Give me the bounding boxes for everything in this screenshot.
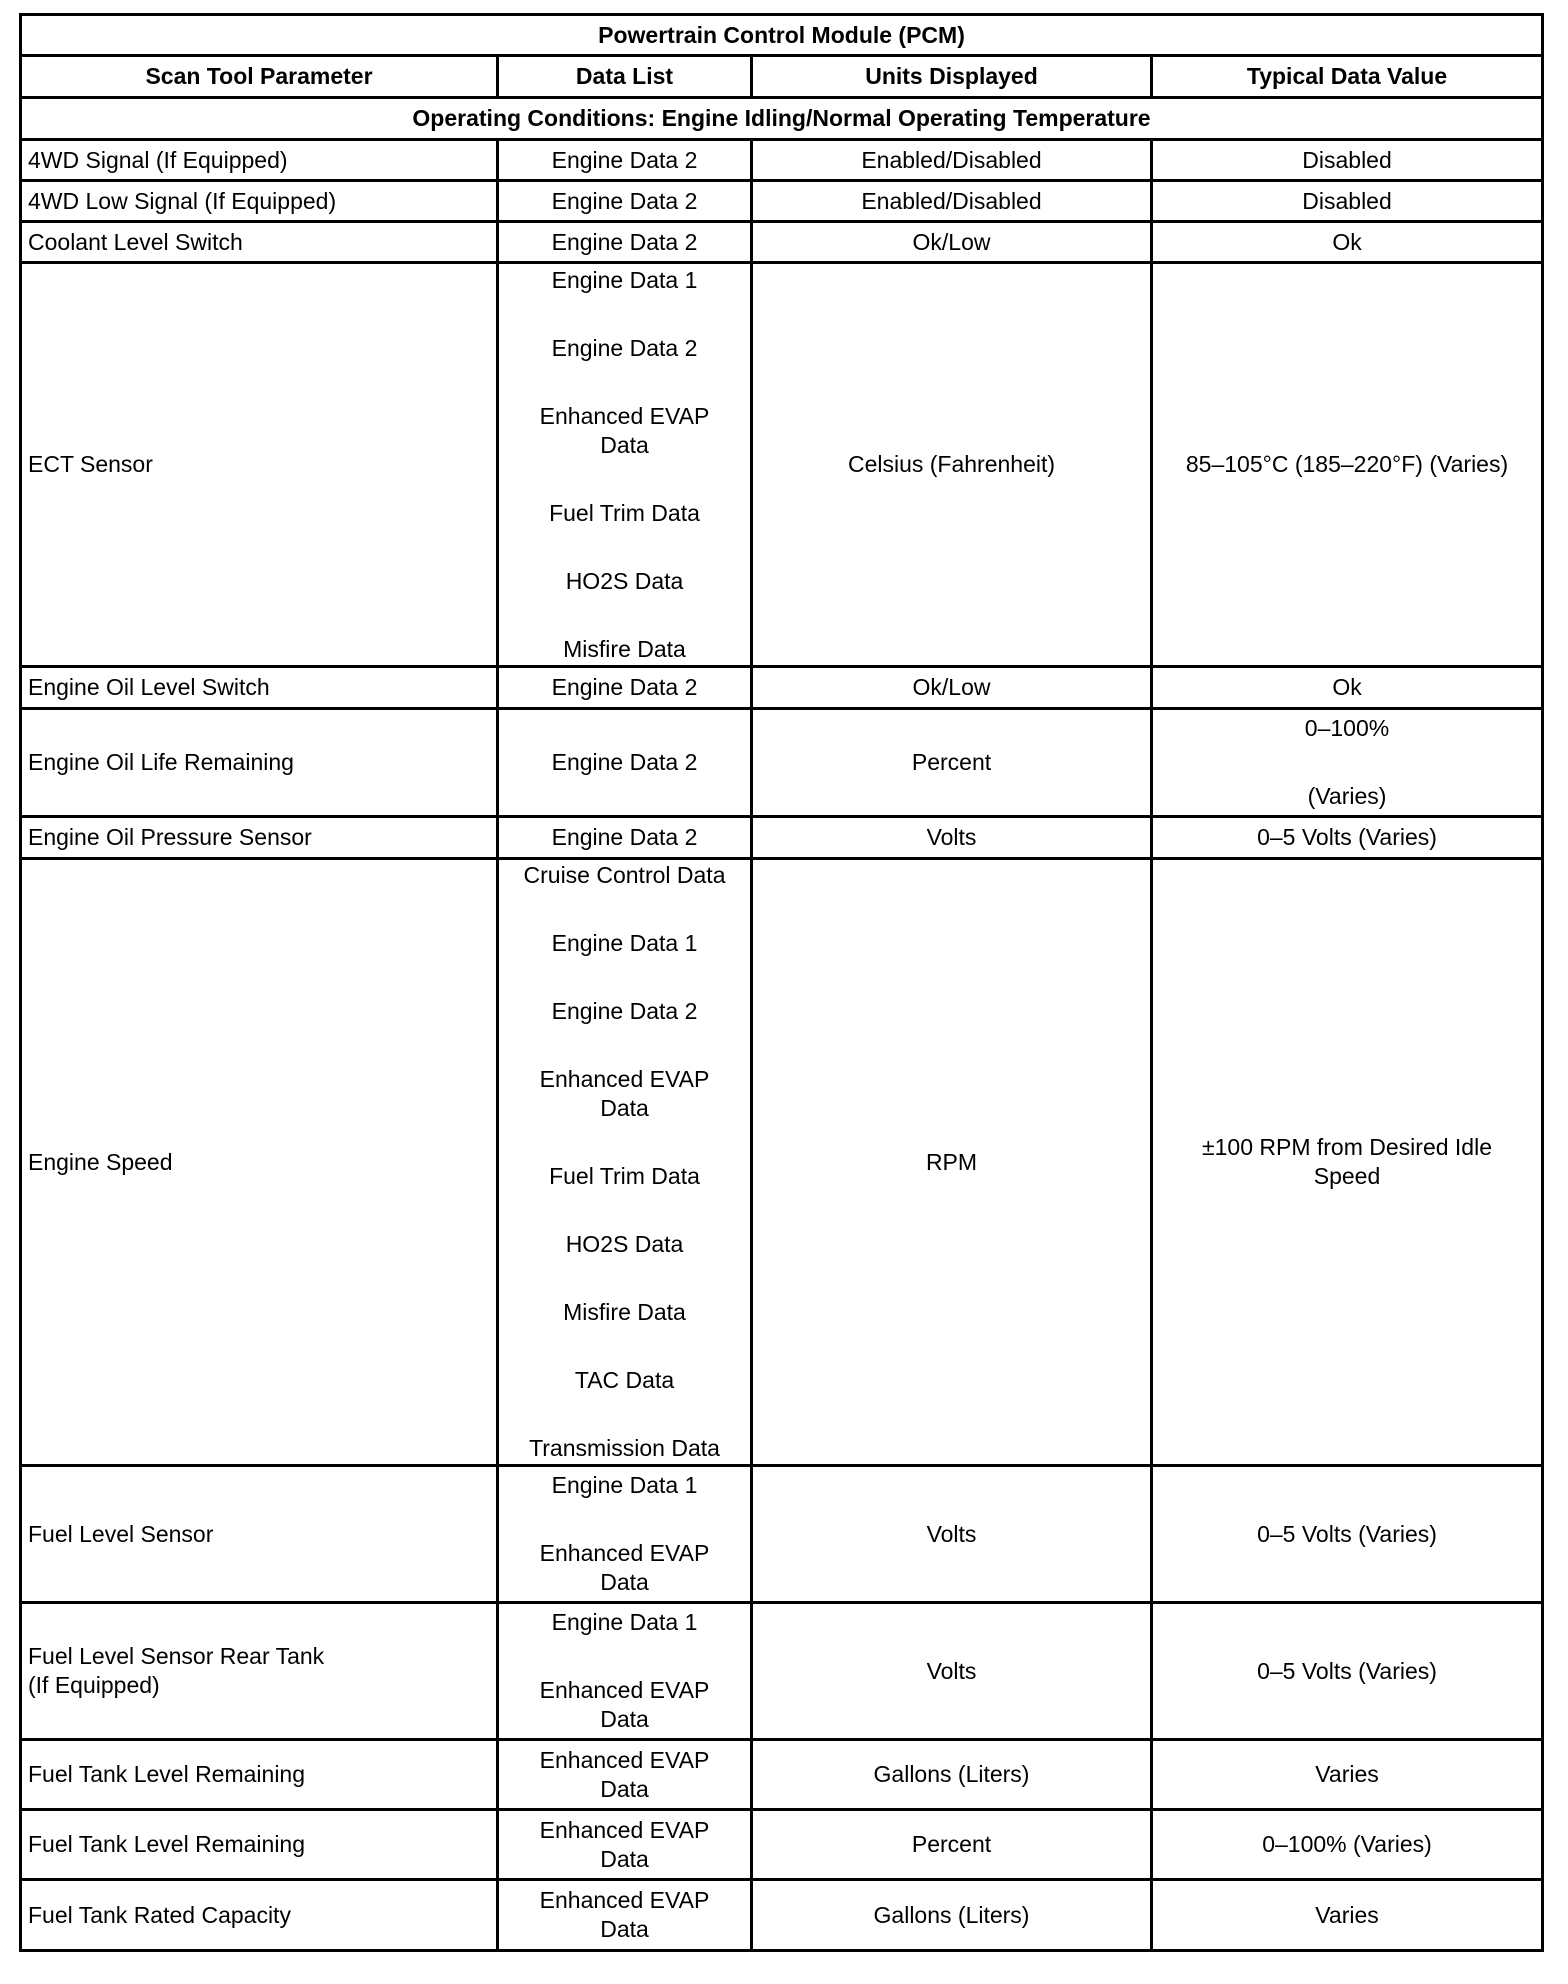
data-list-cell bbox=[498, 1466, 752, 1603]
value-cell: 0–5 Volts (Varies) bbox=[1152, 1466, 1543, 1603]
units-cell: Volts bbox=[752, 817, 1152, 859]
data-list-item: Enhanced EVAP Data bbox=[539, 1677, 710, 1732]
data-list-cell bbox=[498, 263, 752, 667]
data-list-item: Fuel Trim Data bbox=[549, 499, 700, 526]
table-row bbox=[21, 1810, 1543, 1880]
table-row bbox=[21, 859, 1543, 1466]
data-list-item: Misfire Data bbox=[563, 635, 686, 662]
data-list-item: Misfire Data bbox=[563, 1299, 686, 1325]
units-cell: Ok/Low bbox=[752, 667, 1152, 709]
units-cell: Percent bbox=[752, 1810, 1152, 1880]
table-row bbox=[21, 222, 1543, 263]
value-cell: Disabled bbox=[1152, 140, 1543, 181]
data-list-cell: Engine Data 2 bbox=[498, 181, 752, 222]
param-cell: Engine Oil Life Remaining bbox=[21, 709, 498, 817]
header-typical-data-value: Typical Data Value bbox=[1152, 56, 1543, 98]
data-list-item: Engine Data 2 bbox=[551, 334, 698, 361]
header-data-list: Data List bbox=[498, 56, 752, 98]
param-cell: Fuel Level Sensor Rear Tank (If Equipped) bbox=[21, 1603, 498, 1740]
data-list-cell bbox=[498, 1603, 752, 1740]
table-row bbox=[21, 1740, 1543, 1810]
value-cell: ±100 RPM from Desired Idle Speed bbox=[1152, 859, 1543, 1466]
param-cell: Fuel Tank Rated Capacity bbox=[21, 1880, 498, 1951]
data-list-cell: Engine Data 2 bbox=[498, 222, 752, 263]
table-row bbox=[21, 263, 1543, 667]
data-list-item: Transmission Data bbox=[529, 1435, 720, 1461]
header-units-displayed: Units Displayed bbox=[752, 56, 1152, 98]
data-list-cell: Engine Data 2 bbox=[498, 709, 752, 817]
param-cell: 4WD Signal (If Equipped) bbox=[21, 140, 498, 181]
data-list-cell: Engine Data 2 bbox=[498, 817, 752, 859]
units-cell: Enabled/Disabled bbox=[752, 140, 1152, 181]
data-list-cell bbox=[498, 859, 752, 1466]
param-cell: Fuel Tank Level Remaining bbox=[21, 1740, 498, 1810]
units-cell: Celsius (Fahrenheit) bbox=[752, 263, 1152, 667]
data-list-cell: Enhanced EVAP Data bbox=[498, 1880, 752, 1951]
value-cell bbox=[1152, 709, 1543, 817]
param-cell: Engine Oil Pressure Sensor bbox=[21, 817, 498, 859]
data-list-item: Engine Data 1 bbox=[551, 1472, 698, 1498]
data-list-item: Fuel Trim Data bbox=[549, 1163, 700, 1189]
table-row bbox=[21, 709, 1543, 817]
value-cell: 0–5 Volts (Varies) bbox=[1152, 817, 1543, 859]
data-list-item: Engine Data 1 bbox=[551, 266, 698, 293]
data-list-item: TAC Data bbox=[574, 1367, 675, 1393]
data-list-cell: Enhanced EVAP Data bbox=[498, 1740, 752, 1810]
value-cell: 0–100% (Varies) bbox=[1152, 1810, 1543, 1880]
param-cell: Engine Oil Level Switch bbox=[21, 667, 498, 709]
value-cell: Varies bbox=[1152, 1740, 1543, 1810]
param-cell: Fuel Level Sensor bbox=[21, 1466, 498, 1603]
table-row bbox=[21, 817, 1543, 859]
param-cell: Coolant Level Switch bbox=[21, 222, 498, 263]
value-cell: Ok bbox=[1152, 222, 1543, 263]
value-cell: 85–105°C (185–220°F) (Varies) bbox=[1152, 263, 1543, 667]
units-cell: Enabled/Disabled bbox=[752, 181, 1152, 222]
table-row bbox=[21, 1603, 1543, 1740]
data-list-item: Enhanced EVAP Data bbox=[539, 402, 710, 458]
table-row bbox=[21, 181, 1543, 222]
units-cell: Gallons (Liters) bbox=[752, 1740, 1152, 1810]
table-row bbox=[21, 1880, 1543, 1951]
data-list-item: Engine Data 1 bbox=[551, 930, 698, 956]
section-heading: Operating Conditions: Engine Idling/Normal Operating Temperature bbox=[21, 98, 1543, 140]
param-cell: Fuel Tank Level Remaining bbox=[21, 1810, 498, 1880]
table-row bbox=[21, 1466, 1543, 1603]
data-list-item: Enhanced EVAP Data bbox=[539, 1540, 710, 1595]
data-list-cell: Engine Data 2 bbox=[498, 140, 752, 181]
data-list-item: Enhanced EVAP Data bbox=[539, 1066, 710, 1121]
units-cell: RPM bbox=[752, 859, 1152, 1466]
param-cell: ECT Sensor bbox=[21, 263, 498, 667]
units-cell: Volts bbox=[752, 1603, 1152, 1740]
table-row bbox=[21, 667, 1543, 709]
data-list-item: HO2S Data bbox=[565, 567, 684, 594]
value-line: 0–100% bbox=[1304, 715, 1390, 741]
data-list-item: Cruise Control Data bbox=[523, 862, 726, 888]
param-cell: 4WD Low Signal (If Equipped) bbox=[21, 181, 498, 222]
table-row bbox=[21, 140, 1543, 181]
data-list-item: HO2S Data bbox=[565, 1231, 684, 1257]
table-title: Powertrain Control Module (PCM) bbox=[21, 15, 1543, 56]
header-scan-tool-parameter: Scan Tool Parameter bbox=[21, 56, 498, 98]
value-cell: Varies bbox=[1152, 1880, 1543, 1951]
units-cell: Volts bbox=[752, 1466, 1152, 1603]
data-list-item: Engine Data 2 bbox=[551, 998, 698, 1024]
value-line: (Varies) bbox=[1307, 783, 1387, 809]
param-cell: Engine Speed bbox=[21, 859, 498, 1466]
value-cell: Disabled bbox=[1152, 181, 1543, 222]
data-list-cell: Engine Data 2 bbox=[498, 667, 752, 709]
units-cell: Gallons (Liters) bbox=[752, 1880, 1152, 1951]
value-cell: Ok bbox=[1152, 667, 1543, 709]
data-list-item: Engine Data 1 bbox=[551, 1609, 698, 1635]
units-cell: Percent bbox=[752, 709, 1152, 817]
units-cell: Ok/Low bbox=[752, 222, 1152, 263]
pcm-data-table bbox=[19, 13, 1544, 1952]
value-cell: 0–5 Volts (Varies) bbox=[1152, 1603, 1543, 1740]
data-list-cell: Enhanced EVAP Data bbox=[498, 1810, 752, 1880]
